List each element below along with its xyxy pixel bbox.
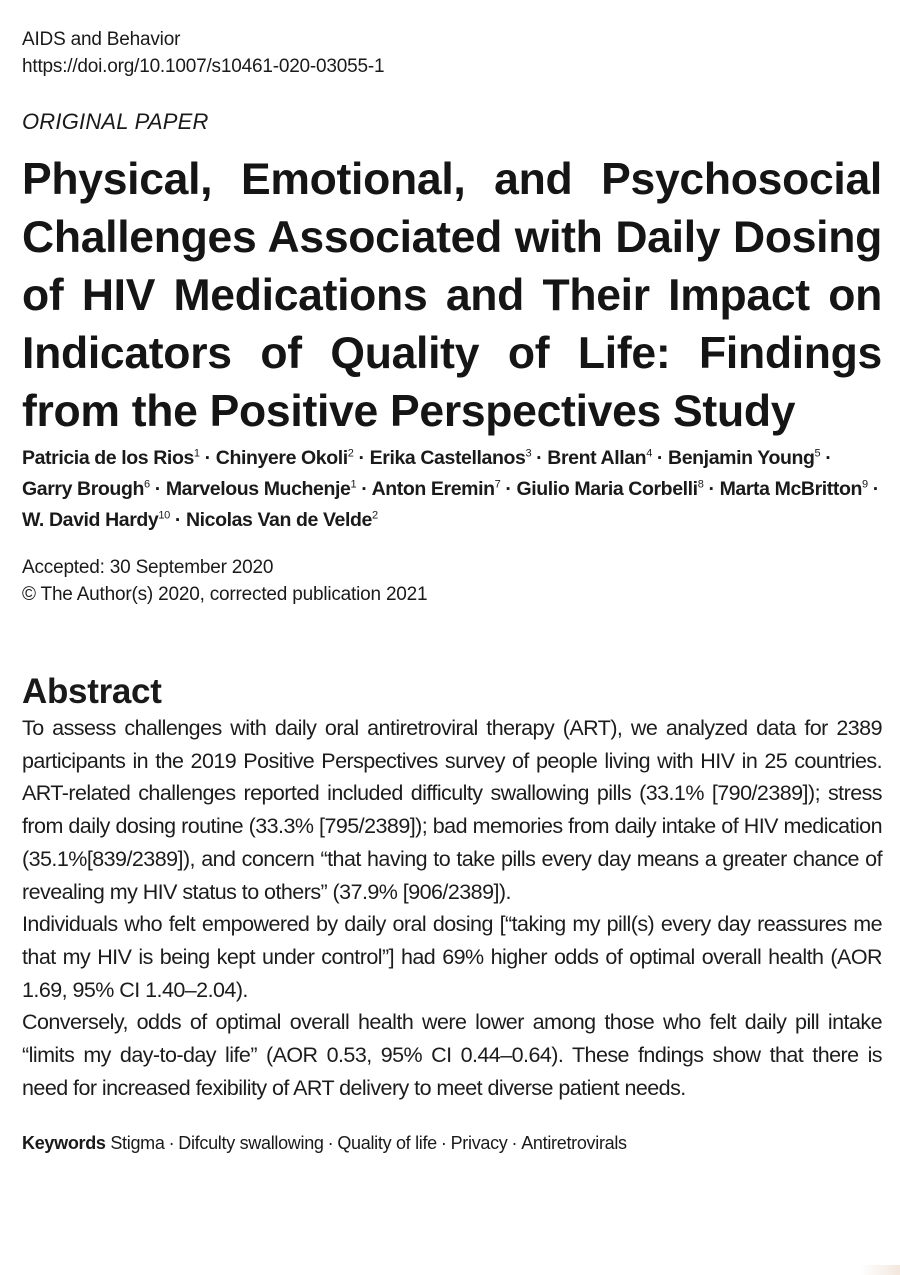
affiliation-number: 7	[494, 478, 501, 491]
abstract-paragraph: To assess challenges with daily oral antiretroviral therapy (ART), we analyzed data for 2389 participants in the 2019 Positive Perspectives survey of people living with HIV in 25 countries. ART-related challenges reported included difficulty swallowing pills (33.1% [790/2389]); stress from daily dosing routine (33.3% [795/2389]); bad memories from daily intake of HIV medication (35.1%[839/2389]), and concern “that having to take pills every day means a greater chance of revealing my HIV status to others” (37.9% [906/2389]).	[22, 716, 882, 904]
abstract-paragraph: Individuals who felt empowered by daily oral dosing [“taking my pill(s) every day reassures me that my HIV is being kept under control”] had 69% higher odds of optimal overall health (AOR 1.69, 95% CI 1.40–2.04).	[22, 912, 882, 1002]
affiliation-number: 6	[143, 478, 150, 491]
author-name: Chinyere Okoli	[215, 447, 348, 469]
author-name: Benjamin Young	[668, 447, 815, 469]
article-type-label: ORIGINAL PAPER	[22, 109, 209, 134]
author[interactable]	[372, 478, 501, 500]
affiliation-number: 2	[347, 447, 354, 460]
page-corner-shade	[860, 1265, 900, 1275]
accepted-date: Accepted: 30 September 2020	[22, 557, 274, 578]
author[interactable]	[22, 478, 150, 500]
author-list: Patricia de los Rios$^1$ · Chinyere Okoli$^2$ · Erika Castellanos$^3$ · Brent Allan$^4$ · Benjamin Young$^5$ · Garry Brough$^6$ · Marvelous Muchenje$^1$ · Anton Eremin$^7$ · Giulio Maria Corbelli$^8$ · Marta McBritton$^9$ · W. David Hardy$^{10}$ · Nicolas Van de Velde$^2$	[22, 447, 879, 531]
author[interactable]	[668, 447, 820, 469]
author[interactable]	[166, 478, 356, 500]
keyword-separator: ·	[511, 1133, 518, 1154]
author[interactable]	[22, 509, 170, 531]
keyword[interactable]: Difculty swallowing	[178, 1133, 324, 1154]
affiliation-number: 4	[646, 447, 652, 460]
author[interactable]	[22, 447, 200, 469]
keywords-line	[22, 1130, 882, 1156]
affiliation-number: 8	[697, 478, 704, 491]
author[interactable]	[370, 447, 532, 469]
keyword-separator: ·	[168, 1133, 175, 1154]
keyword-separator: ·	[440, 1133, 447, 1154]
author[interactable]	[186, 509, 378, 531]
article-title: Physical, Emotional, and Psychosocial Challenges Associated with Daily Dosing of HIV Medications and Their Impact on Indicators of Quality of Life: Findings from the Positive Perspectives Study	[22, 155, 882, 436]
affiliation-number: 5	[814, 447, 821, 460]
journal-name: AIDS and Behavior	[22, 29, 181, 50]
article-first-page	[22, 26, 882, 1156]
abstract-paragraph: Conversely, odds of optimal overall health were lower among those who felt daily pill intake “limits my day-to-day life” (AOR 0.53, 95% CI 0.44–0.64). These fndings show that there is need for increased fexibility of ART delivery to meet diverse patient needs.	[22, 1010, 882, 1100]
affiliation-number: 2	[371, 509, 378, 522]
author-name: Brent Allan	[547, 447, 647, 469]
author[interactable]	[720, 478, 868, 500]
copyright-line: © The Author(s) 2020, corrected publication 2021	[22, 584, 428, 605]
keywords-label: Keywords	[22, 1133, 106, 1154]
affiliation-number: 9	[861, 478, 868, 491]
author-name: W. David Hardy	[22, 509, 159, 531]
author-name: Nicolas Van de Velde	[185, 509, 372, 531]
doi-link[interactable]: https://doi.org/10.1007/s10461-020-03055-1	[22, 56, 385, 77]
keyword-separator: ·	[327, 1133, 334, 1154]
keyword[interactable]: Privacy	[450, 1133, 508, 1154]
author[interactable]	[216, 447, 354, 469]
author-name: Marta McBritton	[719, 478, 862, 500]
affiliation-number: 3	[525, 447, 532, 460]
author-name: Giulio Maria Corbelli	[516, 478, 698, 500]
author[interactable]	[547, 447, 652, 469]
author-name: Marvelous Muchenje	[165, 478, 351, 500]
abstract-heading: Abstract	[22, 672, 162, 711]
author-name: Anton Eremin	[371, 478, 495, 500]
author-name: Garry Brough	[22, 478, 144, 500]
publication-dates	[22, 554, 882, 608]
keyword[interactable]: Quality of life	[337, 1133, 437, 1154]
author-name: Patricia de los Rios	[22, 447, 194, 469]
affiliation-number: 1	[350, 478, 357, 491]
author[interactable]	[516, 478, 703, 500]
keyword[interactable]: Stigma	[110, 1133, 165, 1154]
author-name: Erika Castellanos	[369, 447, 526, 469]
keyword[interactable]: Antiretrovirals	[521, 1133, 627, 1154]
affiliation-number: 1	[193, 447, 200, 460]
affiliation-number: 10	[158, 509, 170, 522]
